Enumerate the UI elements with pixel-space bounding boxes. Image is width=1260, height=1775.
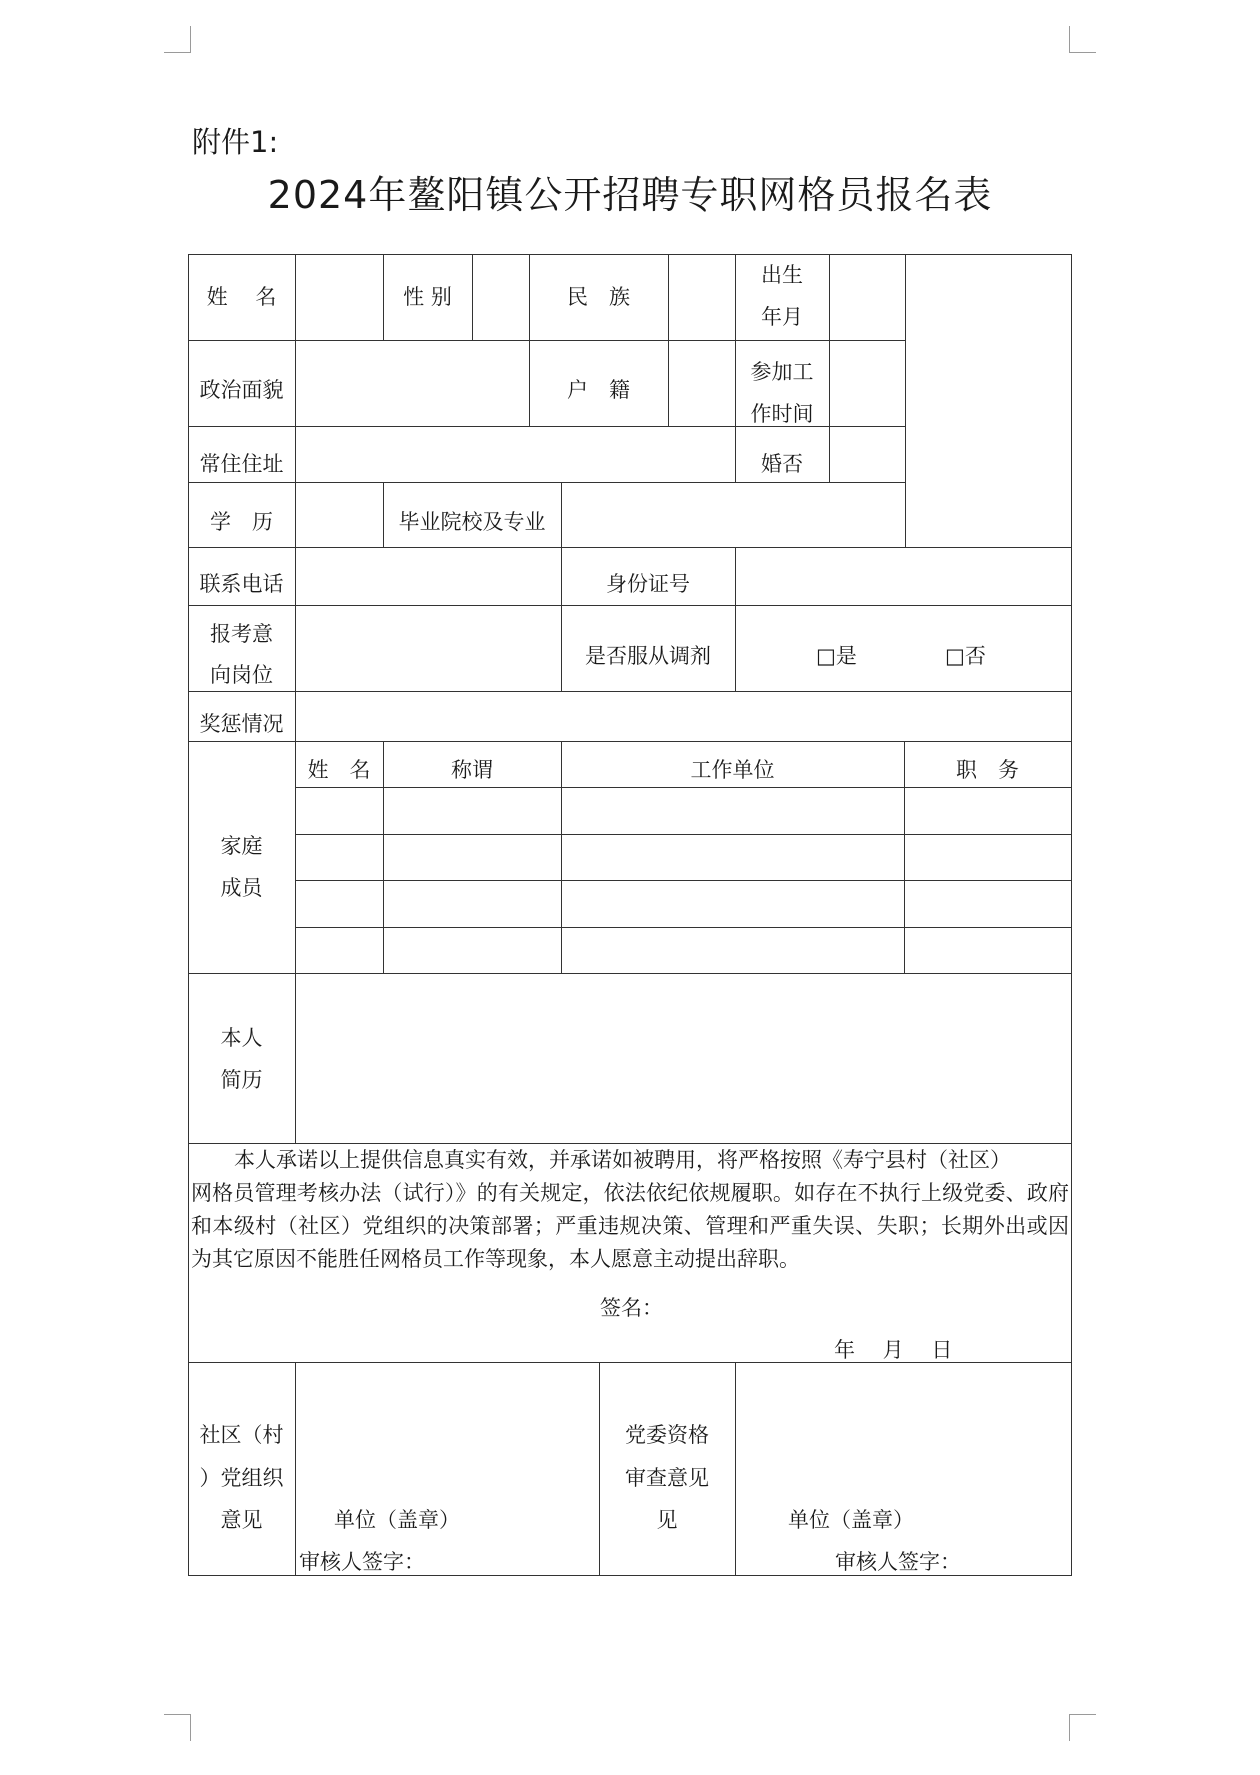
community-label-line1: 社区（村 bbox=[199, 1423, 284, 1447]
family-label-line2: 成员 bbox=[220, 876, 263, 900]
rule-photo-left bbox=[905, 254, 906, 547]
adjust-no-checkbox[interactable]: □否 bbox=[945, 644, 986, 668]
awards-label: 奖惩情况 bbox=[199, 712, 284, 736]
education-label: 学 历 bbox=[210, 510, 273, 534]
rule-family-end bbox=[188, 973, 1072, 974]
position-label-line1: 报考意 bbox=[210, 622, 273, 646]
rule-col-d bbox=[668, 254, 669, 426]
rule-right bbox=[1071, 254, 1072, 1576]
rule-family-1 bbox=[295, 834, 1072, 835]
community-unit-stamp: 单位（盖章） bbox=[334, 1508, 460, 1532]
rule-opinion-b bbox=[735, 1362, 736, 1576]
adjust-label: 是否服从调剂 bbox=[585, 644, 711, 668]
position-label-line2: 向岗位 bbox=[210, 663, 273, 687]
birth-label-line1: 出生 bbox=[761, 263, 803, 287]
rule-right-col bbox=[735, 547, 736, 691]
rule-row5 bbox=[188, 605, 1072, 606]
attachment-label: 附件1: bbox=[192, 125, 279, 159]
community-label-line3: 意见 bbox=[220, 1508, 263, 1532]
crop-mark-top-right bbox=[1069, 26, 1096, 53]
date-label: 年 月 日 bbox=[834, 1338, 953, 1362]
community-label-line2: ）党组织 bbox=[199, 1466, 284, 1490]
work-start-label-line1: 参加工 bbox=[750, 360, 814, 384]
adjust-yes-checkbox[interactable]: □是 bbox=[816, 644, 857, 668]
crop-mark-bottom-left bbox=[164, 1714, 191, 1741]
family-header-employer: 工作单位 bbox=[690, 758, 775, 782]
signature-label: 签名： bbox=[600, 1296, 663, 1320]
phone-label: 联系电话 bbox=[199, 572, 284, 596]
political-label: 政治面貌 bbox=[199, 378, 284, 402]
community-reviewer-signature: 审核人签字： bbox=[299, 1550, 425, 1574]
rule-col-f bbox=[829, 254, 830, 482]
address-label: 常住住址 bbox=[199, 452, 284, 476]
id-number-label: 身份证号 bbox=[606, 572, 690, 596]
family-header-relation: 称谓 bbox=[451, 758, 493, 782]
gender-label: 性 别 bbox=[403, 285, 452, 309]
declaration bbox=[191, 1144, 1069, 1276]
family-label-line1: 家庭 bbox=[220, 834, 263, 858]
party-reviewer-signature: 审核人签字： bbox=[835, 1550, 961, 1574]
party-label-line1: 党委资格 bbox=[625, 1423, 709, 1447]
registration-form bbox=[188, 254, 1072, 1576]
marital-label: 婚否 bbox=[761, 452, 803, 476]
party-label-line3: 见 bbox=[656, 1508, 678, 1532]
rule-family-2 bbox=[295, 880, 1072, 881]
resume-label-line1: 本人 bbox=[220, 1026, 263, 1050]
declaration-body: 网格员管理考核办法（试行）》的有关规定，依法依纪依规履职。如存在不执行上级党委、政府和本级村（社区）党组织的决策部署；严重违规决策、管理和严重失误、失职；长期外出或因为其它原因不能胜任网格员工作等现象，本人愿意主动提出辞职。 bbox=[191, 1181, 1069, 1271]
form-title: 2024年鳌阳镇公开招聘专职网格员报名表 bbox=[267, 173, 993, 217]
ethnicity-label: 民 族 bbox=[567, 285, 630, 309]
declaration-line-1: 本人承诺以上提供信息真实有效，并承诺如被聘用，将严格按照《寿宁县村（社区） bbox=[234, 1148, 1011, 1172]
party-label-line2: 审查意见 bbox=[625, 1466, 709, 1490]
work-start-label-line2: 作时间 bbox=[750, 402, 814, 426]
rule-label-col bbox=[295, 254, 296, 1143]
crop-mark-top-left bbox=[164, 26, 191, 53]
rule-row6 bbox=[188, 691, 1072, 692]
rule-family-3 bbox=[295, 927, 1072, 928]
party-unit-stamp: 单位（盖章） bbox=[788, 1508, 914, 1532]
family-header-job: 职 务 bbox=[956, 758, 1019, 782]
birth-label-line2: 年月 bbox=[761, 305, 803, 329]
name-label: 姓 名 bbox=[206, 285, 277, 309]
rule-col-b bbox=[472, 254, 473, 340]
rule-edu-b bbox=[561, 482, 562, 547]
school-label: 毕业院校及专业 bbox=[398, 510, 546, 534]
crop-mark-bottom-right bbox=[1069, 1714, 1096, 1741]
family-header-name: 姓 名 bbox=[307, 758, 371, 782]
resume-label-line2: 简历 bbox=[220, 1068, 263, 1092]
rule-top bbox=[188, 254, 1072, 255]
rule-row4 bbox=[188, 547, 1072, 548]
household-label: 户 籍 bbox=[567, 378, 630, 402]
rule-label-col-bottom bbox=[295, 1362, 296, 1576]
rule-row7 bbox=[188, 741, 1072, 742]
